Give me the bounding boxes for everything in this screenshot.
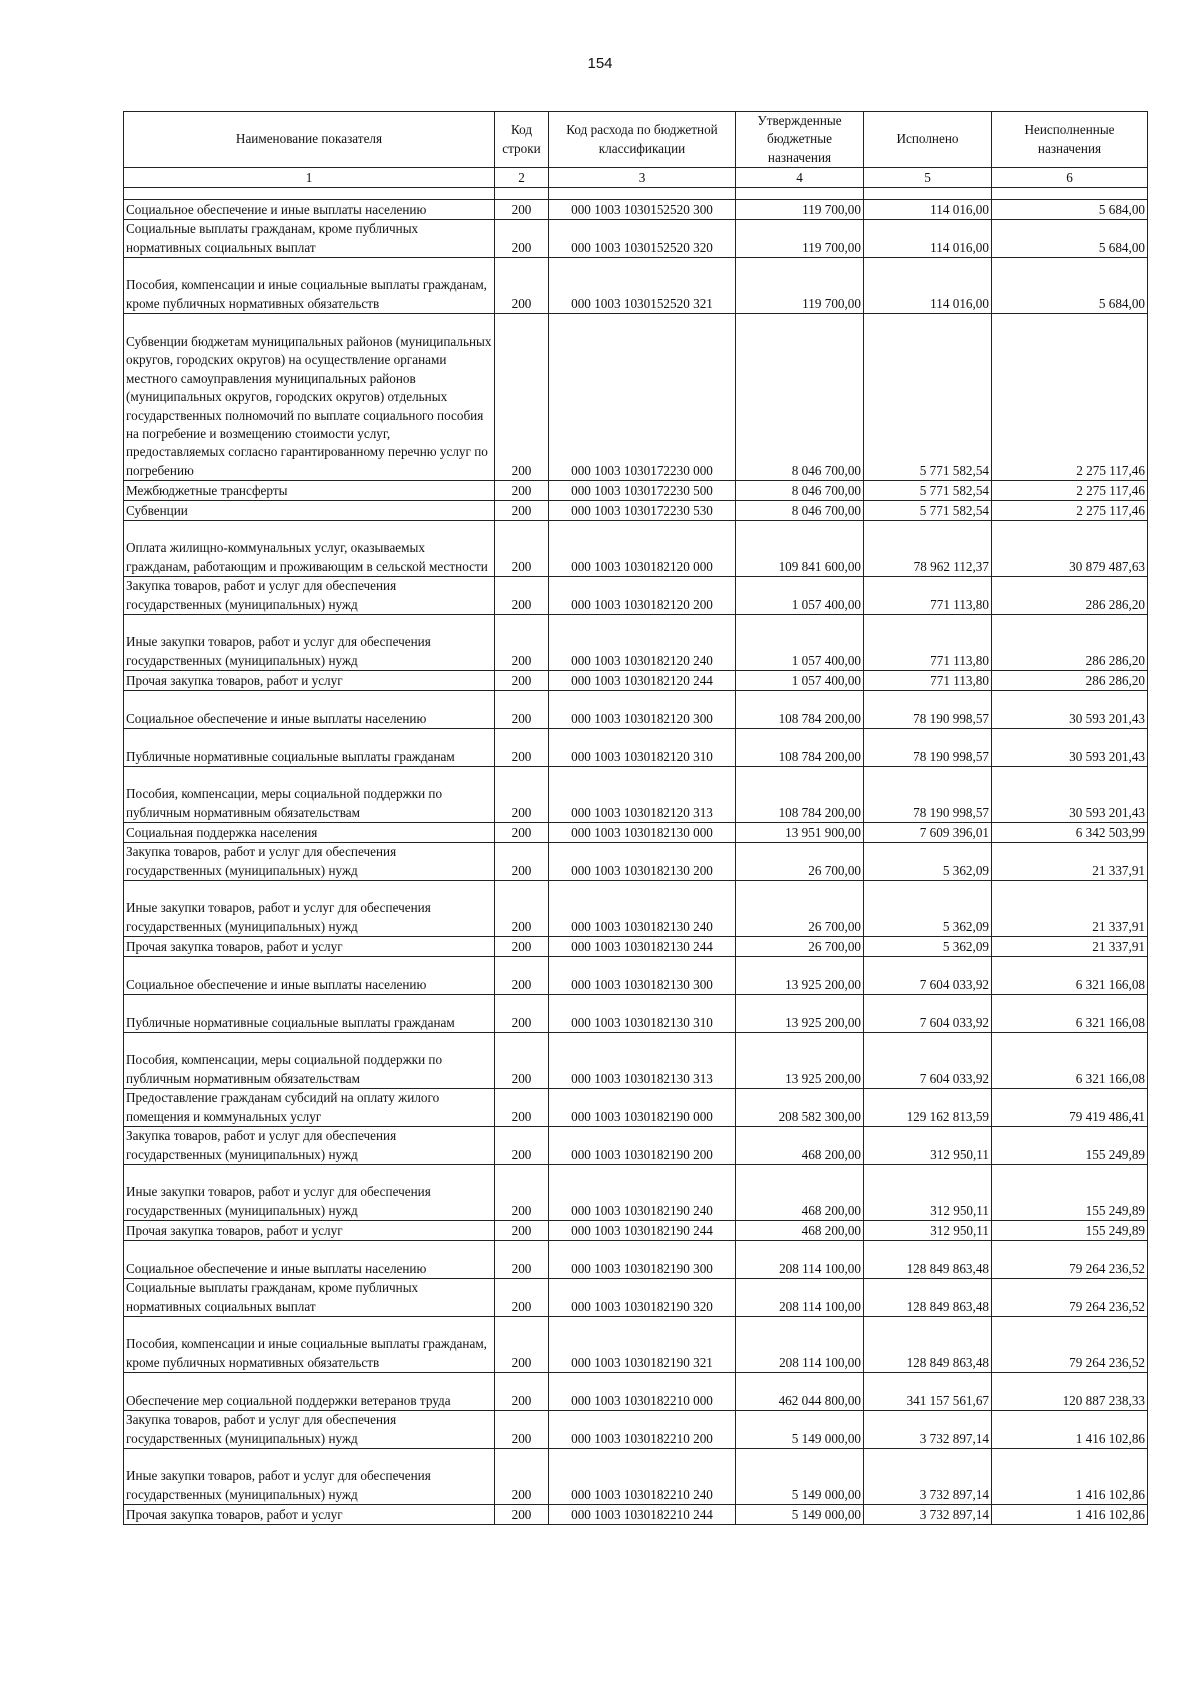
cell-approved: 8 046 700,00 [736,501,864,521]
cell-line-code: 200 [495,1411,549,1449]
cell-name: Обеспечение мер социальной поддержки ветеранов труда [124,1373,495,1411]
cell-line-code: 200 [495,1127,549,1165]
cell-expense-code: 000 1003 1030182210 000 [549,1373,736,1411]
cell-line-code: 200 [495,957,549,995]
cell-unexecuted: 2 275 117,46 [992,314,1148,481]
cell-name: Пособия, компенсации, меры социальной поддержки по публичным нормативным обязательствам [124,1033,495,1089]
cell-executed: 114 016,00 [864,258,992,314]
column-number-row [124,168,1148,188]
cell-unexecuted: 120 887 238,33 [992,1373,1148,1411]
cell-approved: 13 925 200,00 [736,995,864,1033]
cell-line-code: 200 [495,691,549,729]
cell-unexecuted: 79 419 486,41 [992,1089,1148,1127]
cell-line-code: 200 [495,937,549,957]
spacer-cell [495,188,549,200]
spacer-cell [992,188,1148,200]
cell-approved: 1 057 400,00 [736,615,864,671]
cell-executed: 771 113,80 [864,615,992,671]
cell-executed: 312 950,11 [864,1221,992,1241]
table-row [124,1279,1148,1317]
header-spacer [124,188,1148,200]
cell-executed: 341 157 561,67 [864,1373,992,1411]
cell-expense-code: 000 1003 1030152520 300 [549,200,736,220]
table-row [124,1165,1148,1221]
spacer-cell [124,188,495,200]
cell-expense-code: 000 1003 1030182120 240 [549,615,736,671]
cell-name: Социальные выплаты гражданам, кроме публичных нормативных социальных выплат [124,1279,495,1317]
cell-executed: 114 016,00 [864,200,992,220]
cell-approved: 1 057 400,00 [736,577,864,615]
table-row [124,995,1148,1033]
cell-approved: 119 700,00 [736,258,864,314]
table-row [124,314,1148,481]
table-row [124,1241,1148,1279]
cell-unexecuted: 5 684,00 [992,258,1148,314]
cell-expense-code: 000 1003 1030182190 321 [549,1317,736,1373]
cell-approved: 119 700,00 [736,220,864,258]
table-row [124,615,1148,671]
cell-expense-code: 000 1003 1030172230 000 [549,314,736,481]
cell-expense-code: 000 1003 1030182190 320 [549,1279,736,1317]
cell-unexecuted: 286 286,20 [992,615,1148,671]
cell-executed: 7 604 033,92 [864,957,992,995]
cell-executed: 3 732 897,14 [864,1411,992,1449]
cell-line-code: 200 [495,729,549,767]
cell-line-code: 200 [495,1317,549,1373]
cell-executed: 114 016,00 [864,220,992,258]
cell-line-code: 200 [495,1241,549,1279]
cell-line-code: 200 [495,995,549,1033]
cell-unexecuted: 155 249,89 [992,1127,1148,1165]
cell-unexecuted: 5 684,00 [992,200,1148,220]
cell-line-code: 200 [495,200,549,220]
table-row [124,481,1148,501]
spacer-cell [736,188,864,200]
cell-executed: 3 732 897,14 [864,1505,992,1525]
cell-expense-code: 000 1003 1030182190 244 [549,1221,736,1241]
cell-executed: 78 190 998,57 [864,767,992,823]
cell-line-code: 200 [495,1505,549,1525]
cell-executed: 7 609 396,01 [864,823,992,843]
cell-name: Иные закупки товаров, работ и услуг для обеспечения государственных (муниципальных) нужд [124,615,495,671]
cell-approved: 8 046 700,00 [736,314,864,481]
cell-expense-code: 000 1003 1030182130 200 [549,843,736,881]
cell-approved: 468 200,00 [736,1127,864,1165]
header-unexecuted: Неисполненные назначения [992,112,1148,168]
cell-name: Социальное обеспечение и иные выплаты населению [124,691,495,729]
cell-executed: 5 771 582,54 [864,481,992,501]
cell-expense-code: 000 1003 1030182130 000 [549,823,736,843]
cell-name: Закупка товаров, работ и услуг для обеспечения государственных (муниципальных) нужд [124,1127,495,1165]
cell-unexecuted: 30 879 487,63 [992,521,1148,577]
cell-approved: 462 044 800,00 [736,1373,864,1411]
cell-executed: 78 962 112,37 [864,521,992,577]
cell-executed: 312 950,11 [864,1165,992,1221]
column-number: 2 [495,168,549,188]
table-row [124,937,1148,957]
cell-unexecuted: 155 249,89 [992,1221,1148,1241]
cell-executed: 129 162 813,59 [864,1089,992,1127]
cell-line-code: 200 [495,1279,549,1317]
table-row [124,843,1148,881]
cell-executed: 5 362,09 [864,843,992,881]
cell-executed: 128 849 863,48 [864,1279,992,1317]
cell-unexecuted: 30 593 201,43 [992,767,1148,823]
cell-approved: 13 925 200,00 [736,1033,864,1089]
page-number: 154 [587,55,613,72]
cell-executed: 5 362,09 [864,881,992,937]
cell-approved: 13 951 900,00 [736,823,864,843]
cell-line-code: 200 [495,220,549,258]
cell-executed: 771 113,80 [864,671,992,691]
cell-approved: 208 114 100,00 [736,1241,864,1279]
cell-expense-code: 000 1003 1030182120 313 [549,767,736,823]
cell-expense-code: 000 1003 1030182130 313 [549,1033,736,1089]
cell-name: Субвенции [124,501,495,521]
cell-unexecuted: 5 684,00 [992,220,1148,258]
cell-unexecuted: 21 337,91 [992,937,1148,957]
cell-line-code: 200 [495,258,549,314]
cell-name: Социальное обеспечение и иные выплаты населению [124,957,495,995]
cell-approved: 26 700,00 [736,881,864,937]
cell-line-code: 200 [495,314,549,481]
cell-approved: 108 784 200,00 [736,691,864,729]
cell-executed: 128 849 863,48 [864,1241,992,1279]
cell-unexecuted: 30 593 201,43 [992,729,1148,767]
cell-expense-code: 000 1003 1030172230 530 [549,501,736,521]
cell-line-code: 200 [495,1033,549,1089]
cell-executed: 3 732 897,14 [864,1449,992,1505]
cell-name: Прочая закупка товаров, работ и услуг [124,1505,495,1525]
spacer-cell [549,188,736,200]
cell-line-code: 200 [495,501,549,521]
cell-executed: 78 190 998,57 [864,729,992,767]
cell-name: Пособия, компенсации и иные социальные выплаты гражданам, кроме публичных нормативных обязательств [124,1317,495,1373]
table-row [124,200,1148,220]
cell-name: Прочая закупка товаров, работ и услуг [124,1221,495,1241]
table-row [124,1033,1148,1089]
cell-line-code: 200 [495,481,549,501]
cell-name: Пособия, компенсации, меры социальной поддержки по публичным нормативным обязательствам [124,767,495,823]
cell-expense-code: 000 1003 1030182120 244 [549,671,736,691]
cell-name: Предоставление гражданам субсидий на оплату жилого помещения и коммунальных услуг [124,1089,495,1127]
cell-expense-code: 000 1003 1030182120 310 [549,729,736,767]
cell-name: Пособия, компенсации и иные социальные выплаты гражданам, кроме публичных нормативных обязательств [124,258,495,314]
table-row [124,258,1148,314]
table-row [124,501,1148,521]
table-row [124,1373,1148,1411]
cell-name: Прочая закупка товаров, работ и услуг [124,671,495,691]
table-row [124,1317,1148,1373]
cell-expense-code: 000 1003 1030182210 244 [549,1505,736,1525]
cell-line-code: 200 [495,1449,549,1505]
cell-expense-code: 000 1003 1030182190 240 [549,1165,736,1221]
cell-expense-code: 000 1003 1030182210 200 [549,1411,736,1449]
cell-approved: 1 057 400,00 [736,671,864,691]
cell-approved: 26 700,00 [736,843,864,881]
cell-unexecuted: 286 286,20 [992,577,1148,615]
cell-unexecuted: 1 416 102,86 [992,1505,1148,1525]
cell-approved: 468 200,00 [736,1165,864,1221]
table-row [124,577,1148,615]
cell-executed: 7 604 033,92 [864,995,992,1033]
cell-executed: 128 849 863,48 [864,1317,992,1373]
cell-expense-code: 000 1003 1030182190 000 [549,1089,736,1127]
cell-unexecuted: 6 321 166,08 [992,995,1148,1033]
cell-name: Закупка товаров, работ и услуг для обеспечения государственных (муниципальных) нужд [124,1411,495,1449]
cell-name: Социальное обеспечение и иные выплаты населению [124,1241,495,1279]
cell-executed: 7 604 033,92 [864,1033,992,1089]
cell-approved: 208 114 100,00 [736,1279,864,1317]
cell-executed: 5 771 582,54 [864,501,992,521]
table-row [124,823,1148,843]
cell-expense-code: 000 1003 1030182120 000 [549,521,736,577]
header-line-code: Код строки [495,112,549,168]
cell-unexecuted: 286 286,20 [992,671,1148,691]
column-number: 4 [736,168,864,188]
cell-executed: 5 771 582,54 [864,314,992,481]
table-row [124,691,1148,729]
cell-line-code: 200 [495,767,549,823]
cell-approved: 5 149 000,00 [736,1411,864,1449]
table-row [124,1089,1148,1127]
cell-approved: 119 700,00 [736,200,864,220]
cell-executed: 78 190 998,57 [864,691,992,729]
cell-unexecuted: 6 321 166,08 [992,1033,1148,1089]
cell-unexecuted: 2 275 117,46 [992,501,1148,521]
cell-line-code: 200 [495,1089,549,1127]
cell-name: Иные закупки товаров, работ и услуг для обеспечения государственных (муниципальных) нужд [124,881,495,937]
cell-name: Межбюджетные трансферты [124,481,495,501]
cell-approved: 468 200,00 [736,1221,864,1241]
cell-approved: 108 784 200,00 [736,767,864,823]
cell-executed: 5 362,09 [864,937,992,957]
spacer-cell [864,188,992,200]
header-executed: Исполнено [864,112,992,168]
column-number: 5 [864,168,992,188]
cell-name: Публичные нормативные социальные выплаты гражданам [124,995,495,1033]
cell-approved: 8 046 700,00 [736,481,864,501]
cell-name: Закупка товаров, работ и услуг для обеспечения государственных (муниципальных) нужд [124,843,495,881]
table-row [124,1449,1148,1505]
cell-line-code: 200 [495,1373,549,1411]
cell-unexecuted: 2 275 117,46 [992,481,1148,501]
cell-unexecuted: 1 416 102,86 [992,1411,1148,1449]
cell-name: Иные закупки товаров, работ и услуг для обеспечения государственных (муниципальных) нужд [124,1449,495,1505]
cell-line-code: 200 [495,521,549,577]
cell-unexecuted: 79 264 236,52 [992,1241,1148,1279]
cell-unexecuted: 21 337,91 [992,843,1148,881]
cell-name: Социальные выплаты гражданам, кроме публичных нормативных социальных выплат [124,220,495,258]
cell-expense-code: 000 1003 1030182130 240 [549,881,736,937]
table-row [124,220,1148,258]
cell-expense-code: 000 1003 1030172230 500 [549,481,736,501]
cell-expense-code: 000 1003 1030152520 321 [549,258,736,314]
cell-unexecuted: 21 337,91 [992,881,1148,937]
cell-line-code: 200 [495,843,549,881]
cell-name: Оплата жилищно-коммунальных услуг, оказываемых гражданам, работающим и проживающим в сельской местности [124,521,495,577]
cell-line-code: 200 [495,671,549,691]
table-row [124,1505,1148,1525]
table-row [124,1411,1148,1449]
cell-line-code: 200 [495,1221,549,1241]
cell-unexecuted: 30 593 201,43 [992,691,1148,729]
table-row [124,671,1148,691]
table-row [124,1221,1148,1241]
cell-line-code: 200 [495,577,549,615]
cell-approved: 208 582 300,00 [736,1089,864,1127]
cell-expense-code: 000 1003 1030182120 200 [549,577,736,615]
cell-unexecuted: 155 249,89 [992,1165,1148,1221]
cell-unexecuted: 79 264 236,52 [992,1317,1148,1373]
header-expense-code: Код расхода по бюджетной классификации [549,112,736,168]
cell-name: Иные закупки товаров, работ и услуг для обеспечения государственных (муниципальных) нужд [124,1165,495,1221]
budget-execution-table [123,111,1148,1525]
cell-line-code: 200 [495,1165,549,1221]
cell-executed: 771 113,80 [864,577,992,615]
table-row [124,521,1148,577]
cell-approved: 109 841 600,00 [736,521,864,577]
column-number: 1 [124,168,495,188]
cell-approved: 208 114 100,00 [736,1317,864,1373]
cell-expense-code: 000 1003 1030182130 310 [549,995,736,1033]
table-row [124,767,1148,823]
cell-expense-code: 000 1003 1030182190 200 [549,1127,736,1165]
cell-unexecuted: 79 264 236,52 [992,1279,1148,1317]
cell-expense-code: 000 1003 1030182130 300 [549,957,736,995]
table-row [124,729,1148,767]
cell-line-code: 200 [495,823,549,843]
cell-name: Закупка товаров, работ и услуг для обеспечения государственных (муниципальных) нужд [124,577,495,615]
header-name: Наименование показателя [124,112,495,168]
cell-expense-code: 000 1003 1030182210 240 [549,1449,736,1505]
cell-approved: 26 700,00 [736,937,864,957]
table-row [124,881,1148,937]
cell-approved: 108 784 200,00 [736,729,864,767]
cell-expense-code: 000 1003 1030152520 320 [549,220,736,258]
cell-approved: 13 925 200,00 [736,957,864,995]
cell-unexecuted: 6 342 503,99 [992,823,1148,843]
cell-name: Социальная поддержка населения [124,823,495,843]
cell-name: Прочая закупка товаров, работ и услуг [124,937,495,957]
cell-approved: 5 149 000,00 [736,1449,864,1505]
column-number: 3 [549,168,736,188]
table-header-row [124,112,1148,168]
header-approved: Утвержденные бюджетные назначения [736,112,864,168]
cell-expense-code: 000 1003 1030182190 300 [549,1241,736,1279]
cell-line-code: 200 [495,881,549,937]
cell-name: Публичные нормативные социальные выплаты гражданам [124,729,495,767]
cell-approved: 5 149 000,00 [736,1505,864,1525]
cell-unexecuted: 1 416 102,86 [992,1449,1148,1505]
cell-name: Социальное обеспечение и иные выплаты населению [124,200,495,220]
column-number: 6 [992,168,1148,188]
cell-name: Субвенции бюджетам муниципальных районов (муниципальных округов, городских округов) на осуществление органами местного самоуправления муниципальных районов (муниципальных округов, городских округов) отдельных государственных полномочий по выплате социального пособия на погребение и возмещению стоимости услуг, предоставляемых согласно гарантированному перечню услуг по погребению [124,314,495,481]
cell-line-code: 200 [495,615,549,671]
cell-unexecuted: 6 321 166,08 [992,957,1148,995]
table-body [124,200,1148,1525]
table-row [124,957,1148,995]
table-row [124,1127,1148,1165]
cell-expense-code: 000 1003 1030182120 300 [549,691,736,729]
cell-expense-code: 000 1003 1030182130 244 [549,937,736,957]
cell-executed: 312 950,11 [864,1127,992,1165]
